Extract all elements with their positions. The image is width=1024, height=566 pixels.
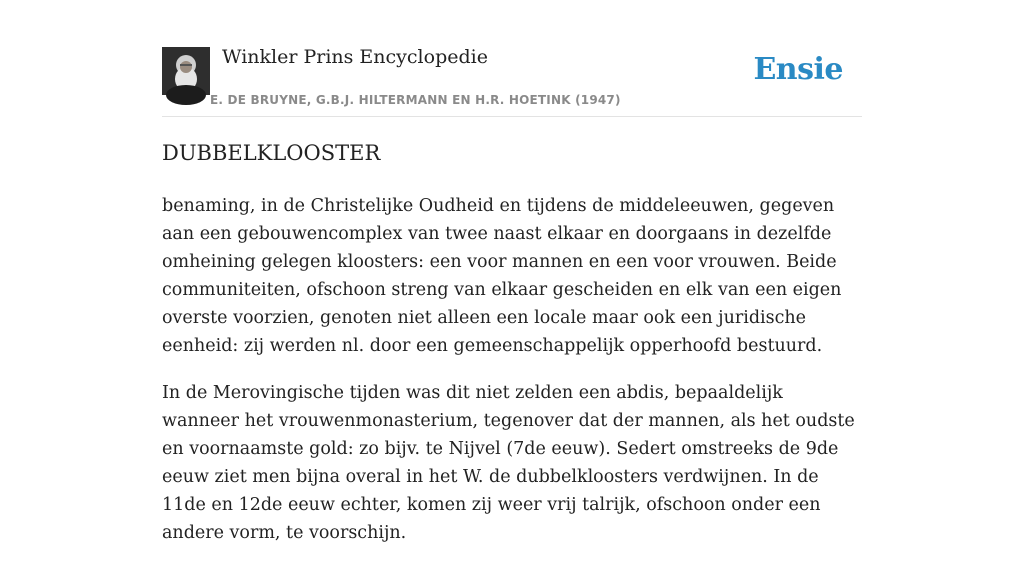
paragraph: In de Merovingische tijden was dit niet zelden een abdis, bepaaldelijk wanneer het vrouwenmonasterium, tegenover dat der mannen, als het oudste en voornaamste gold: zo bijv. te Nijvel (7de eeuw). Sedert omstreeks de 9de eeuw ziet men bijna overal in het W. de dubbelkloosters verdwijnen. In de 11de en 12de eeuw echter, komen zij weer vrij talrijk, ofschoon onder een andere vorm, te voorschijn. xyxy=(162,383,855,543)
header xyxy=(162,40,862,117)
paragraph: benaming, in de Christelijke Oudheid en tijdens de middeleeuwen, gegeven aan een gebouwencomplex van twee naast elkaar en doorgaans in dezelfde omheining gelegen kloosters: een voor mannen en een voor vrouwen. Beide communiteiten, ofschoon streng van elkaar gescheiden en elk van een eigen overste voorzien, genoten niet alleen een locale maar ook een juridische eenheid: zij werden nl. door een gemeenschappelijk opperhoofd bestuurd. xyxy=(162,196,842,356)
publication-title[interactable]: Winkler Prins Encyclopedie xyxy=(222,46,488,68)
ensie-logo[interactable]: Ensie xyxy=(753,52,843,87)
entry-title: DUBBELKLOOSTER xyxy=(162,141,381,165)
authors-line: E. DE BRUYNE, G.B.J. HILTERMANN EN H.R. HOETINK (1947) xyxy=(210,93,621,107)
article-body xyxy=(162,192,864,566)
author-portrait-icon[interactable] xyxy=(162,47,210,95)
